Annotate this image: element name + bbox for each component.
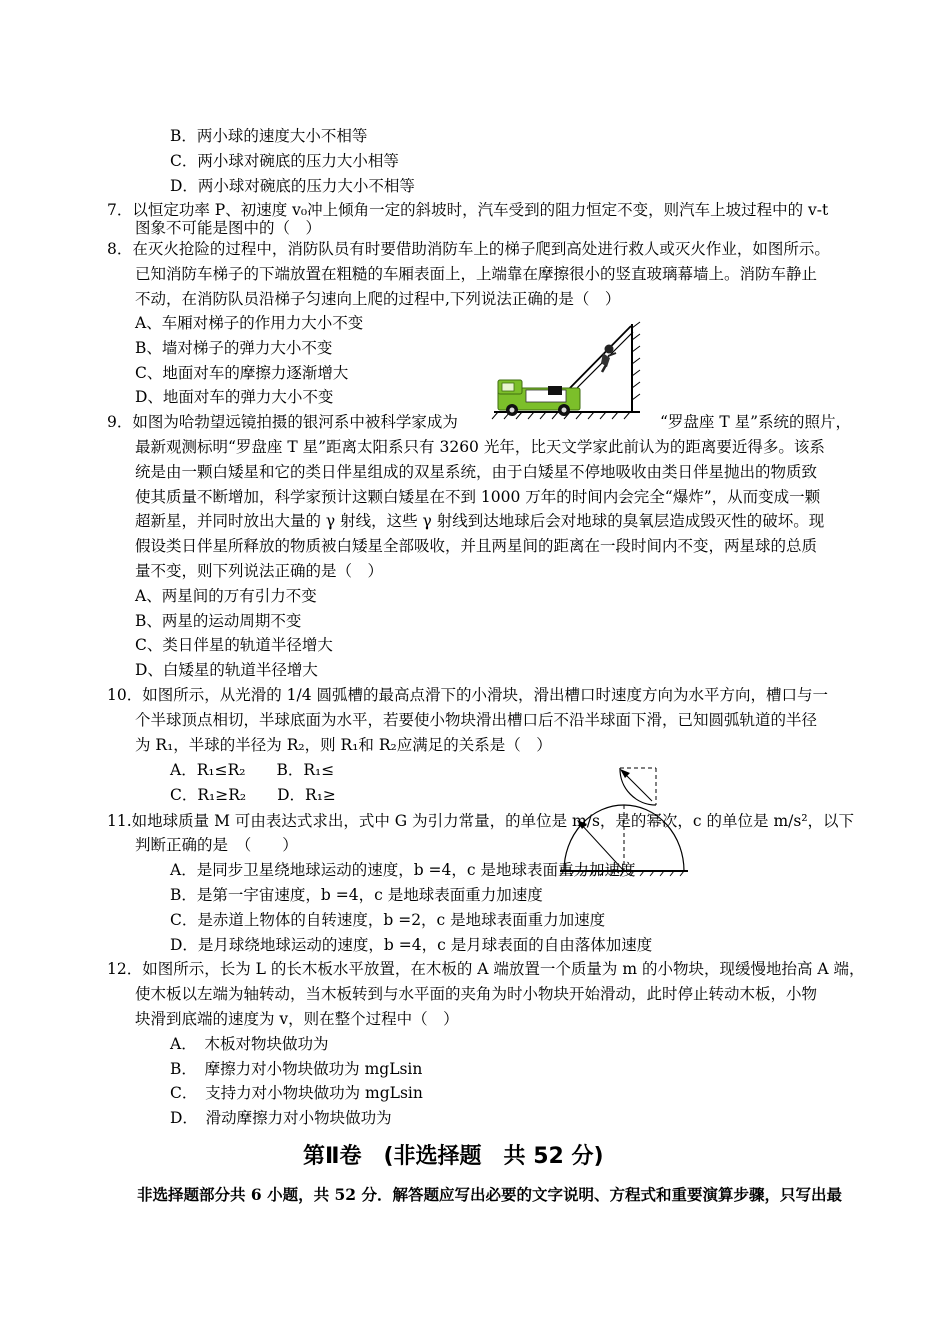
q9-text-line: 假设类日伴星所释放的物质被白矮星全部吸收，并且两星间的距离在一段时间内不变，两星球的总质 — [135, 537, 818, 555]
q11-text-line: 11.如地球质量 M 可由表达式求出，式中 G 为引力常量，的单位是 m/s，是的幂次，c 的单位是 m/s²，以下 — [107, 812, 855, 830]
q9-text-line: 量不变，则下列说法正确的是（ ） — [135, 562, 384, 580]
q11-option-c: C．是赤道上物体的自转速度，b =2，c 是地球表面重力加速度 — [170, 911, 606, 929]
fire-truck-ladder-figure — [490, 320, 650, 420]
q6-option-d: D．两小球对碗底的压力大小不相等 — [170, 177, 415, 195]
q9-option-d: D、白矮星的轨道半径增大 — [135, 661, 318, 679]
q6-option-c: C．两小球对碗底的压力大小相等 — [170, 152, 399, 170]
q12-text-line: 块滑到底端的速度为 v，则在整个过程中（ ） — [135, 1010, 459, 1028]
section-title: 第Ⅱ卷 (非选择题 共 52 分) — [303, 1144, 604, 1169]
q7-text-line: 图象不可能是图中的（ ） — [135, 219, 322, 237]
q11-text-line: 判断正确的是 （ ） — [135, 836, 298, 854]
q8-text-line: 不动，在消防队员沿梯子匀速向上爬的过程中,下列说法正确的是（ ） — [135, 290, 621, 308]
q9-text-line: 使其质量不断增加，科学家预计这颗白矮星在不到 1000 万年的时间内会完全“爆炸”，从而变成一颗 — [135, 488, 821, 506]
q9-option-b: B、两星的运动周期不变 — [135, 612, 302, 630]
q10-option-ab: A．R₁≤R₂ B．R₁≤ — [170, 761, 335, 779]
q8-option-a: A、车厢对梯子的作用力大小不变 — [135, 314, 364, 332]
q9-text-line: 统是由一颗白矮星和它的类日伴星组成的双星系统，由于白矮星不停地吸收由类日伴星抛出的物质致 — [135, 463, 818, 481]
q10-option-cd: C．R₁≥R₂ D．R₁≥ — [170, 786, 336, 804]
q9-text-line: 9．如图为哈勃望远镜拍摄的银河系中被科学家成为 — [107, 413, 458, 431]
q8-option-b: B、墙对梯子的弹力大小不变 — [135, 339, 333, 357]
q11-option-d: D．是月球绕地球运动的速度，b =4，c 是月球表面的自由落体加速度 — [170, 936, 653, 954]
q11-option-a: A．是同步卫星绕地球运动的速度，b =4，c 是地球表面重力加速度 — [170, 861, 636, 879]
q12-option-b: B． 摩擦力对小物块做功为 mgLsin — [170, 1060, 423, 1078]
q8-text-line: 已知消防车梯子的下端放置在粗糙的车厢表面上，上端靠在摩擦很小的竖直玻璃幕墙上。消防车静止 — [135, 265, 818, 283]
q9-text-line: “罗盘座 T 星”系统的照片， — [660, 413, 852, 431]
q8-text-line: 8．在灭火抢险的过程中，消防队员有时要借助消防车上的梯子爬到高处进行救人或灭火作业，如图所示。 — [107, 240, 830, 258]
q12-option-d: D． 滑动摩擦力对小物块做功为 — [170, 1109, 392, 1127]
q12-option-a: A． 木板对物块做功为 — [170, 1035, 329, 1053]
q10-text-line: 为 R₁，半球的半径为 R₂，则 R₁和 R₂应满足的关系是（ ） — [135, 736, 552, 754]
q9-text-line: 超新星，并同时放出大量的 γ 射线，这些 γ 射线到达地球后会对地球的臭氧层造成毁灭性的破坏。现 — [135, 512, 825, 530]
q12-text-line: 使木板以左端为轴转动，当木板转到与水平面的夹角为时小物块开始滑动，此时停止转动木板，小物 — [135, 985, 818, 1003]
q7-text-line: 7．以恒定功率 P、初速度 v₀冲上倾角一定的斜坡时，汽车受到的阻力恒定不变，则汽车上坡过程中的 v-t — [107, 201, 829, 219]
q11-option-b: B．是第一宇宙速度，b =4，c 是地球表面重力加速度 — [170, 886, 543, 904]
q9-text-line: 最新观测标明“罗盘座 T 星”距离太阳系只有 3260 光年，比天文学家此前认为的距离要近得多。该系 — [135, 438, 825, 456]
q8-option-c: C、地面对车的摩擦力逐渐增大 — [135, 364, 349, 382]
q8-option-d: D、地面对车的弹力大小不变 — [135, 388, 334, 406]
section-intro: 非选择题部分共 6 小题，共 52 分．解答题应写出必要的文字说明、方程式和重要演算步骤，只写出最 — [137, 1185, 842, 1204]
q10-text-line: 个半球顶点相切，半球底面为水平，若要使小物块滑出槽口后不沿半球面下滑，已知圆弧轨道的半径 — [135, 711, 818, 729]
q9-option-a: A、两星间的万有引力不变 — [135, 587, 317, 605]
q10-text-line: 10．如图所示，从光滑的 1/4 圆弧槽的最高点滑下的小滑块，滑出槽口时速度方向为水平方向，槽口与一 — [107, 686, 829, 704]
q6-option-b: B．两小球的速度大小不相等 — [170, 127, 368, 145]
q9-option-c: C、类日伴星的轨道半径增大 — [135, 636, 333, 654]
q12-option-c: C． 支持力对小物块做功为 mgLsin — [170, 1084, 423, 1102]
q12-text-line: 12．如图所示，长为 L 的长木板水平放置，在木板的 A 端放置一个质量为 m 的小物块，现缓慢地抬高 A 端， — [107, 960, 865, 978]
